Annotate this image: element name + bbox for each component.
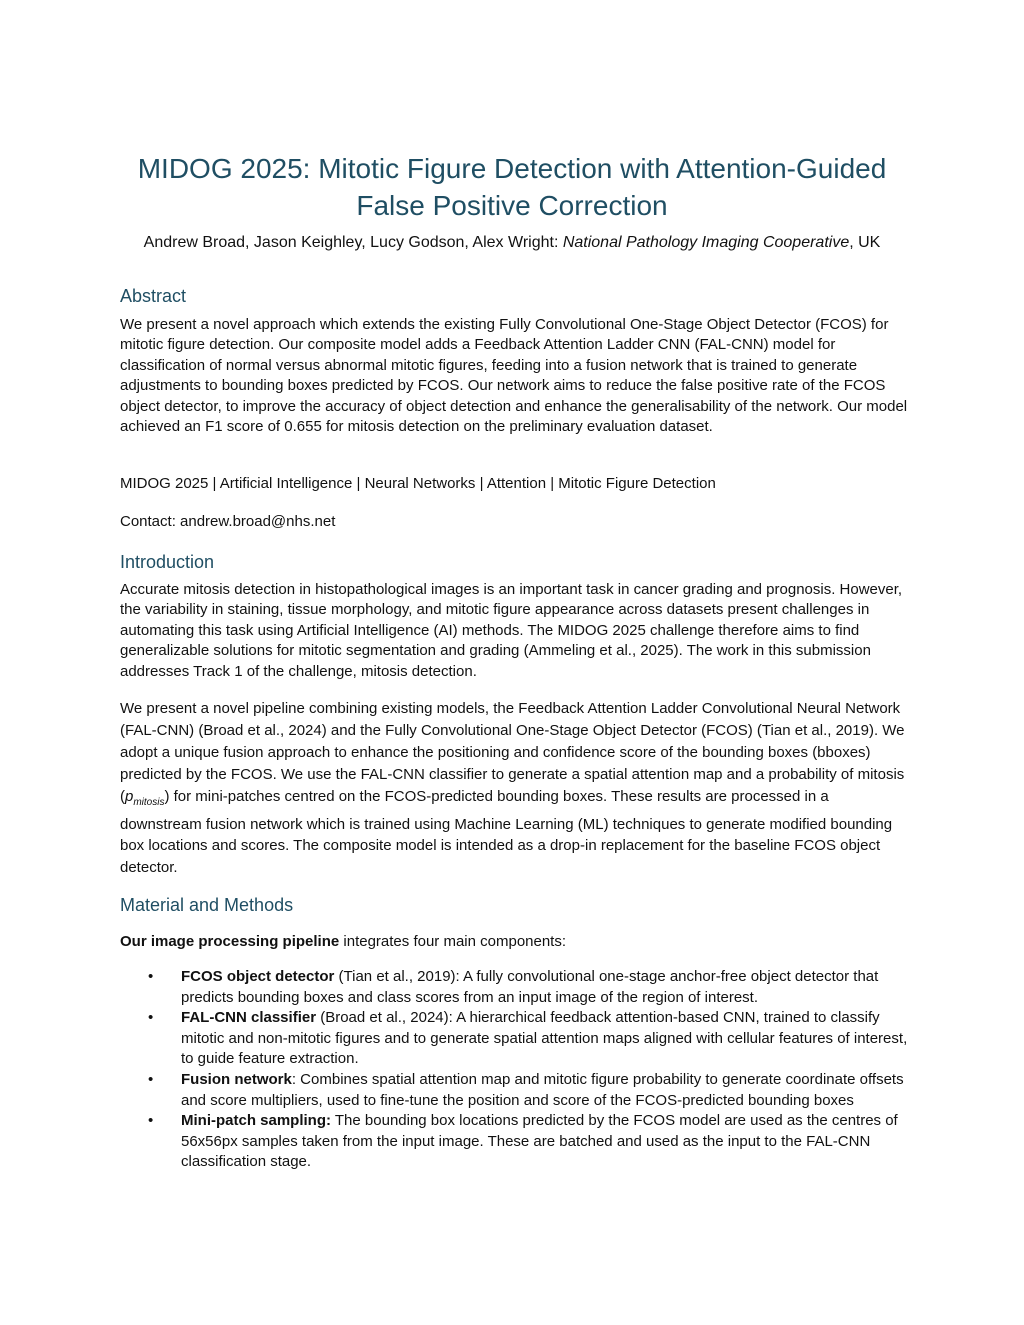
probability-symbol: p — [125, 787, 134, 805]
methods-intro-bold: Our image processing pipeline — [120, 933, 340, 950]
bullet-icon: • — [148, 968, 154, 985]
methods-intro-rest: integrates four main components: — [339, 933, 567, 950]
title-line-2: False Positive Correction — [356, 190, 668, 221]
list-item-term: FAL-CNN classifier — [181, 1009, 317, 1027]
paper-title — [100, 150, 924, 224]
bullet-icon: • — [148, 1112, 154, 1130]
intro-p2-text-b: ) for mini-patches centred on the FCOS-predicted bounding boxes. These results are processed in a downstream fusion network which is trained using Machine Learning (ML) techniques to generate modified bounding box locations and scores. The composite model is intended as a drop-in replacement for the baseline FCOS object detector. — [120, 787, 893, 877]
list-item — [120, 967, 910, 1008]
list-item-text: The bounding box locations predicted by the FCOS model are used as the centres of 56x56px samples taken from the input image. These are batched and used as the input to the FAL-CNN classification stage. — [181, 1112, 898, 1171]
list-item — [120, 1070, 910, 1111]
bullet-icon: • — [148, 1070, 154, 1088]
author-names: Andrew Broad, Jason Keighley, Lucy Godson, Alex Wright: — [143, 234, 563, 251]
list-item-text: (Broad et al., 2024): A hierarchical feedback attention-based CNN, trained to classify mitotic and non-mitotic figures and to generate spatial attention maps aligned with cellular features of interest, to guide feature extraction. — [181, 1009, 908, 1068]
methods-intro — [120, 932, 910, 952]
bullet-icon: • — [148, 1009, 154, 1027]
author-line — [60, 232, 964, 254]
methods-heading: Material and Methods — [120, 895, 294, 915]
keywords-line: MIDOG 2025 | Artificial Intelligence | Neural Networks | Attention | Mitotic Figure Detection — [120, 475, 716, 492]
list-item-text: (Tian et al., 2019): A fully convolutional one-stage anchor-free object detector that predicts bounding boxes and class scores from an input image of the region of interest. — [181, 968, 879, 1006]
list-item-term: Mini-patch sampling: — [181, 1112, 331, 1130]
author-country: , UK — [849, 234, 881, 251]
list-item — [120, 1008, 910, 1070]
author-affiliation: National Pathology Imaging Cooperative — [562, 234, 850, 251]
introduction-paragraph-1: Accurate mitosis detection in histopathological images is an important task in cancer grading and prognosis. However, the variability in staining, tissue morphology, and mitotic figure appearance across datasets present challenges in automating this task using Artificial Intelligence (AI) methods. The MIDOG 2025 challenge therefore aims to find generalizable solutions for mitotic segmentation and grading (Ammeling et al., 2025). The work in this submission addresses Track 1 of the challenge, mitosis detection. — [120, 581, 903, 680]
introduction-paragraph-2 — [120, 698, 910, 879]
contact-line: Contact: andrew.broad@nhs.net — [120, 513, 336, 530]
probability-subscript: mitosis — [133, 796, 165, 808]
list-item-term: FCOS object detector — [181, 968, 335, 985]
introduction-heading: Introduction — [120, 552, 215, 572]
methods-component-list — [120, 967, 910, 1173]
title-line-1: MIDOG 2025: Mitotic Figure Detection with Attention-Guided — [137, 153, 887, 184]
abstract-heading: Abstract — [120, 286, 187, 306]
abstract-body: We present a novel approach which extends the existing Fully Convolutional One-Stage Object Detector (FCOS) for mitotic figure detection. Our composite model adds a Feedback Attention Ladder CNN (FAL-CNN) model for classification of normal versus abnormal mitotic figures, feeding into a fusion network that is trained to generate adjustments to bounding boxes predicted by FCOS. Our network aims to reduce the false positive rate of the FCOS object detector, to improve the accuracy of object detection and enhance the generalisability of the network. Our model achieved an F1 score of 0.655 for mitosis detection on the preliminary evaluation dataset. — [120, 316, 908, 436]
intro-p2-text-a: We present a novel pipeline combining existing models, the Feedback Attention Ladder Convolutional Neural Network (FAL-CNN) (Broad et al., 2024) and the Fully Convolutional One-Stage Object Detector (FCOS) (Tian et al., 2019). We adopt a unique fusion approach to enhance the positioning and confidence score of the bounding boxes (bboxes) predicted by the FCOS. We use the FAL-CNN classifier to generate a spatial attention map and a probability of mitosis ( — [120, 700, 905, 805]
list-item-text: : Combines spatial attention map and mitotic figure probability to generate coordinate offsets and score multipliers, used to fine-tune the position and score of the FCOS-predicted bounding boxes — [181, 1070, 904, 1109]
list-item — [120, 1111, 910, 1173]
list-item-term: Fusion network — [181, 1070, 292, 1088]
